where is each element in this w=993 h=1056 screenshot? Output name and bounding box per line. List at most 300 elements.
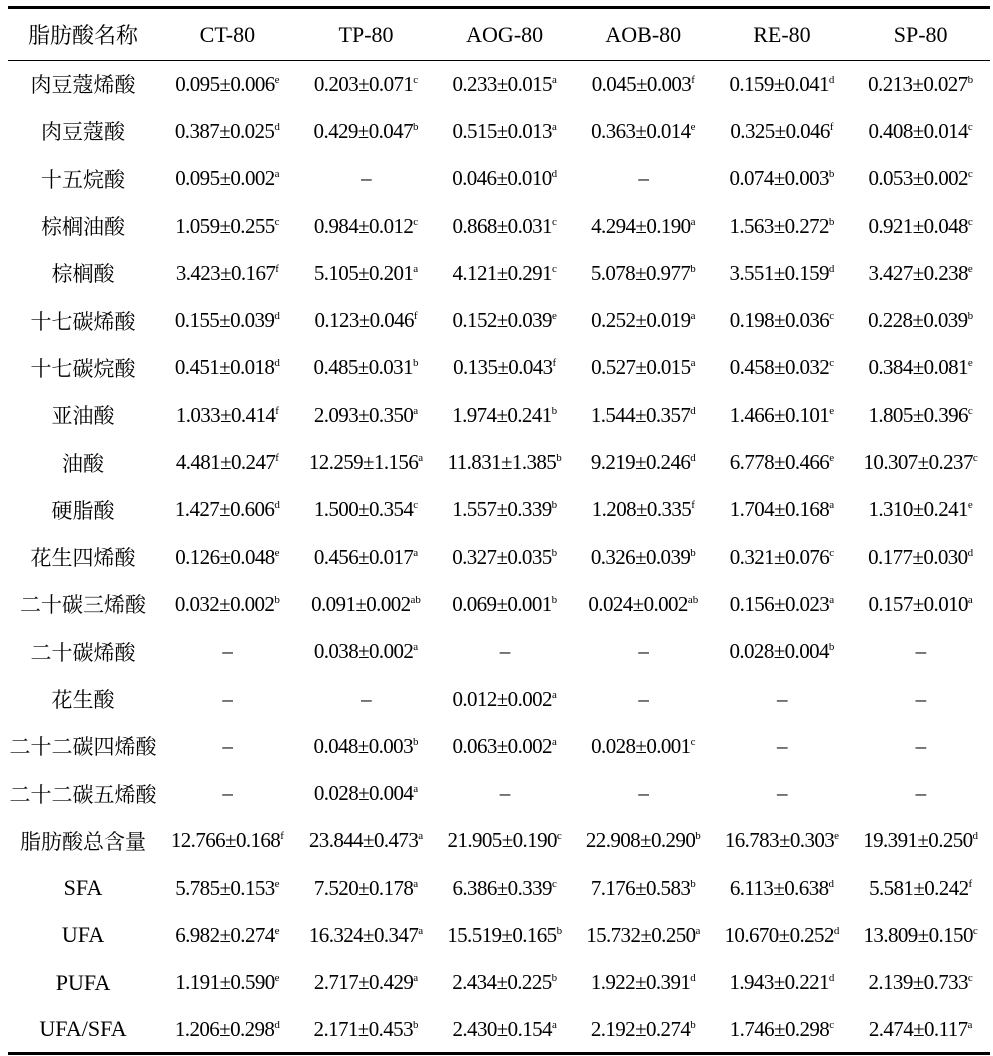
value-cell [297,439,436,486]
value-text: 0.451±0.018 [174,355,275,380]
value-cell [297,675,436,722]
value-cell [713,108,852,155]
value-cell [435,1006,574,1053]
value-cell [158,628,297,675]
value-text: – [222,781,233,806]
significance-letter: d [274,357,280,370]
value-cell [297,581,436,628]
significance-letter: d [828,262,835,275]
value-text: 0.135±0.043 [453,355,553,380]
header-sp-80: SP-80 [851,8,990,61]
value-cell [158,723,297,770]
significance-letter: b [551,546,558,559]
value-text: 2.192±0.274 [590,1016,691,1041]
value-text: 1.943±0.221 [729,970,829,995]
value-text: 15.732±0.250 [586,922,696,947]
significance-letter: e [274,877,280,890]
value-text: 2.717±0.429 [313,970,414,995]
value-cell [158,817,297,864]
fatty-acid-name-cell: 油酸 [62,451,105,476]
fatty-acid-name-cell: 棕榈油酸 [41,215,126,240]
value-text: 2.093±0.350 [313,402,414,427]
value-text: 0.053±0.002 [868,166,968,191]
value-cell [713,297,852,344]
value-text: 1.746±0.298 [729,1016,830,1041]
value-cell [158,108,297,155]
value-text: 0.091±0.002 [311,591,411,616]
value-text: – [915,639,926,664]
table-row [8,344,990,391]
value-text: 0.429±0.047 [313,118,413,143]
header-re-80: RE-80 [713,8,852,61]
significance-letter: c [967,404,973,417]
value-cell [574,202,713,249]
significance-letter: b [551,593,558,606]
table-body [8,61,990,1054]
significance-letter: c [551,215,557,228]
value-text: 0.177±0.030 [868,544,968,569]
value-cell [574,61,713,108]
value-text: 13.809±0.150 [863,922,973,947]
value-cell [851,344,990,391]
value-text: 1.466±0.101 [729,402,830,427]
value-cell [158,155,297,202]
value-cell [297,817,436,864]
significance-letter: b [551,404,558,417]
value-text: 0.028±0.001 [591,733,691,758]
value-cell [297,108,436,155]
value-cell [297,155,436,202]
value-text: 0.515±0.013 [452,118,552,143]
significance-letter: a [413,877,419,890]
value-text: – [222,686,233,711]
value-text: – [638,639,649,664]
significance-letter: a [551,735,557,748]
value-cell [435,723,574,770]
value-text: 2.139±0.733 [868,970,968,995]
value-text: 0.326±0.039 [590,544,691,569]
value-cell [435,297,574,344]
value-cell [713,959,852,1006]
value-text: 0.321±0.076 [729,544,830,569]
value-text: 6.778±0.466 [729,450,830,475]
value-cell [158,250,297,297]
value-cell [713,1006,852,1053]
significance-letter: a [413,546,419,559]
fatty-acid-name-cell: UFA [61,922,105,948]
significance-letter: d [551,168,558,181]
significance-letter: e [967,262,973,275]
significance-letter: f [275,262,279,275]
value-cell [574,628,713,675]
significance-letter: f [413,310,418,323]
value-cell [574,817,713,864]
value-cell [297,912,436,959]
value-cell [851,912,990,959]
value-text: 3.427±0.238 [868,260,968,285]
value-text: 1.704±0.168 [729,497,830,522]
value-cell [574,912,713,959]
value-cell [297,250,436,297]
value-cell [851,959,990,1006]
value-text: 4.121±0.291 [452,260,552,285]
significance-letter: c [967,972,973,985]
fatty-acid-name-cell: 亚油酸 [51,404,115,429]
value-text: 0.213±0.027 [868,71,968,96]
value-text: 0.095±0.006 [175,71,275,96]
fatty-acid-table [8,6,990,1055]
value-text: 4.294±0.190 [591,213,691,238]
value-cell [851,628,990,675]
fatty-acid-name-cell: 硬脂酸 [51,498,115,523]
table-row [8,675,990,722]
significance-letter: a [551,688,557,701]
significance-letter: a [967,593,973,606]
value-cell [297,533,436,580]
fatty-acid-name-cell: 肉豆蔻烯酸 [30,73,136,98]
value-text: 0.387±0.025 [174,118,275,143]
fatty-acid-name-cell: 二十碳三烯酸 [20,593,147,618]
significance-letter: b [695,830,701,843]
value-text: 7.520±0.178 [313,875,414,900]
table-row [8,392,990,439]
value-text: 6.982±0.274 [175,922,275,947]
significance-letter: c [551,262,557,275]
significance-letter: e [829,404,835,417]
significance-letter: f [275,404,279,417]
value-text: – [638,781,649,806]
value-text: 0.152±0.039 [452,308,552,333]
value-cell [158,392,297,439]
value-cell [158,1006,297,1053]
value-cell [851,581,990,628]
value-cell [158,533,297,580]
value-cell [297,297,436,344]
table-row [8,1006,990,1053]
value-text: 16.783±0.303 [724,828,835,853]
value-cell [851,250,990,297]
header-aob-80: AOB-80 [574,8,713,61]
value-text: 12.766±0.168 [170,828,281,853]
value-cell [713,344,852,391]
value-cell [435,108,574,155]
value-cell [435,61,574,108]
value-cell [158,865,297,912]
value-cell [158,675,297,722]
value-text: 5.785±0.153 [175,875,275,900]
value-text: – [915,733,926,758]
table-row [8,770,990,817]
value-cell [435,202,574,249]
value-text: 5.581±0.242 [869,875,969,900]
value-cell [297,959,436,1006]
value-cell [435,439,574,486]
value-cell [435,155,574,202]
value-text: 1.563±0.272 [729,213,829,238]
significance-letter: f [691,499,695,512]
value-cell [158,959,297,1006]
value-text: – [776,686,787,711]
table-row [8,581,990,628]
significance-letter: b [690,877,696,890]
value-text: 0.045±0.003 [591,71,692,96]
significance-letter: a [829,499,835,512]
header-aog-80: AOG-80 [435,8,574,61]
value-cell [435,770,574,817]
value-text: – [361,686,371,711]
value-cell [297,770,436,817]
value-cell [574,108,713,155]
value-cell [713,486,852,533]
table-row [8,959,990,1006]
value-text: 1.191±0.590 [175,970,275,995]
value-text: – [499,639,510,664]
significance-letter: a [967,1018,973,1031]
value-cell [851,723,990,770]
value-text: 1.974±0.241 [452,402,552,427]
value-cell [851,392,990,439]
value-text: 9.219±0.246 [590,450,691,475]
significance-letter: a [551,73,557,86]
value-text: 0.325±0.046 [730,118,830,143]
value-cell [713,912,852,959]
significance-letter: a [829,593,835,606]
significance-letter: f [552,357,557,370]
significance-letter: a [413,262,419,275]
value-cell [851,202,990,249]
value-text: 10.670±0.252 [724,922,834,947]
value-text: 0.095±0.002 [175,166,275,191]
value-text: 10.307±0.237 [863,450,973,475]
value-cell [435,392,574,439]
significance-letter: d [690,404,696,417]
value-text: 2.430±0.154 [452,1016,552,1041]
value-cell [435,250,574,297]
value-text: 0.038±0.002 [313,639,414,664]
value-cell [297,61,436,108]
value-text: 0.485±0.031 [313,355,413,380]
value-cell [851,817,990,864]
value-cell [158,581,297,628]
value-cell [297,392,436,439]
significance-letter: b [274,593,280,606]
value-cell [574,1006,713,1053]
value-text: 0.384±0.081 [868,355,968,380]
value-text: 0.063±0.002 [452,733,552,758]
value-text: 3.551±0.159 [729,260,829,285]
value-text: 5.105±0.201 [313,260,414,285]
significance-letter: c [967,215,973,228]
value-text: 2.171±0.453 [313,1016,413,1041]
value-cell [435,865,574,912]
value-cell [851,533,990,580]
value-cell [574,439,713,486]
value-cell [851,108,990,155]
value-text: 1.544±0.357 [590,402,691,427]
value-cell [574,581,713,628]
significance-letter: e [834,830,840,843]
fatty-acid-name-cell: 花生酸 [51,688,115,712]
value-text: 6.113±0.638 [729,875,829,900]
significance-letter: d [274,1018,280,1031]
value-cell [713,817,852,864]
significance-letter: d [274,310,280,323]
value-cell [851,865,990,912]
significance-letter: e [274,546,280,559]
value-text: 7.176±0.583 [590,875,691,900]
header-tp-80: TP-80 [297,8,436,61]
value-text: 1.427±0.606 [174,497,275,522]
value-text: 0.198±0.036 [729,308,830,333]
value-cell [713,61,852,108]
value-cell [435,581,574,628]
value-cell [851,770,990,817]
value-cell [574,865,713,912]
value-text: 5.078±0.977 [590,260,691,285]
significance-letter: b [412,735,419,748]
significance-letter: b [556,452,562,465]
value-text: 0.024±0.002 [588,591,688,616]
value-text: 1.500±0.354 [313,497,414,522]
significance-letter: a [551,120,557,133]
value-cell [435,675,574,722]
value-text: – [222,639,233,664]
value-cell [435,344,574,391]
value-text: 1.310±0.241 [868,497,968,522]
significance-letter: b [967,73,974,86]
significance-letter: c [829,546,835,559]
significance-letter: a [413,404,419,417]
value-text: 11.831±1.385 [447,450,557,475]
value-text: 4.481±0.247 [175,450,276,475]
fatty-acid-name-cell: UFA/SFA [8,1006,158,1053]
significance-letter: f [691,73,695,86]
value-cell [435,533,574,580]
significance-letter: e [274,73,280,86]
value-text: 0.159±0.041 [729,71,829,96]
significance-letter: a [690,215,696,228]
significance-letter: c [556,830,562,843]
fatty-acid-name-cell: 十七碳烯酸 [30,309,136,334]
significance-letter: e [967,357,973,370]
value-text: – [361,166,371,191]
significance-letter: d [828,877,835,890]
significance-letter: c [967,120,973,133]
value-cell [851,155,990,202]
significance-letter: d [828,972,835,985]
value-text: 0.028±0.004 [313,781,414,806]
value-text: 0.046±0.010 [452,166,552,191]
value-cell [297,344,436,391]
significance-letter: b [967,310,974,323]
value-text: 2.474±0.117 [868,1016,968,1041]
significance-letter: a [413,641,419,654]
value-cell [297,865,436,912]
value-cell [574,675,713,722]
table-row [8,61,990,108]
value-cell [574,344,713,391]
table-row [8,628,990,675]
fatty-acid-name-cell: SFA [63,875,103,901]
value-cell [297,202,436,249]
value-cell [297,723,436,770]
value-cell [158,297,297,344]
value-text: 0.408±0.014 [868,118,968,143]
value-text: 1.033±0.414 [175,402,276,427]
value-cell [713,865,852,912]
significance-letter: b [412,357,419,370]
value-cell [713,770,852,817]
value-text: – [499,781,510,806]
value-text: – [776,781,787,806]
significance-letter: f [275,452,279,465]
fatty-acid-name-cell: 脂肪酸总含量 [20,829,147,854]
significance-letter: c [972,452,978,465]
value-text: 0.984±0.012 [313,213,414,238]
significance-letter: d [690,972,696,985]
value-text: 6.386±0.339 [452,875,552,900]
significance-letter: d [967,546,974,559]
value-text: 0.456±0.017 [313,544,414,569]
table-row [8,912,990,959]
value-text: 0.157±0.010 [868,591,968,616]
value-text: 19.391±0.250 [863,828,973,853]
value-cell [713,250,852,297]
significance-letter: ab [410,593,421,606]
significance-letter: d [833,924,840,937]
value-cell [574,486,713,533]
value-text: 0.458±0.032 [729,355,830,380]
table-row [8,817,990,864]
table-row [8,108,990,155]
significance-letter: a [413,972,419,985]
significance-letter: b [556,924,563,937]
value-cell [297,1006,436,1053]
significance-letter: e [274,924,280,937]
table-row [8,533,990,580]
fatty-acid-name-cell: 二十二碳四烯酸 [9,735,157,760]
value-text: 12.259±1.156 [308,450,419,475]
fatty-acid-name-cell: 二十碳烯酸 [30,640,136,665]
value-text: – [776,733,787,758]
header-ct-80: CT-80 [158,8,297,61]
significance-letter: e [967,499,973,512]
significance-letter: e [551,310,557,323]
table-row [8,297,990,344]
significance-letter: c [551,877,557,890]
value-cell [574,723,713,770]
value-text: 21.905±0.190 [447,828,557,853]
value-cell [851,297,990,344]
value-text: 0.074±0.003 [729,166,829,191]
significance-letter: d [972,830,979,843]
value-text: – [915,781,926,806]
value-cell [851,675,990,722]
value-cell [435,628,574,675]
value-cell [713,533,852,580]
value-text: 0.032±0.002 [174,591,275,616]
table-row [8,865,990,912]
value-cell [851,439,990,486]
significance-letter: f [280,830,284,843]
significance-letter: a [413,783,419,796]
significance-letter: a [551,1018,557,1031]
value-text: 1.805±0.396 [868,402,968,427]
significance-letter: c [829,310,835,323]
significance-letter: d [690,452,696,465]
significance-letter: b [690,262,696,275]
value-cell [435,959,574,1006]
